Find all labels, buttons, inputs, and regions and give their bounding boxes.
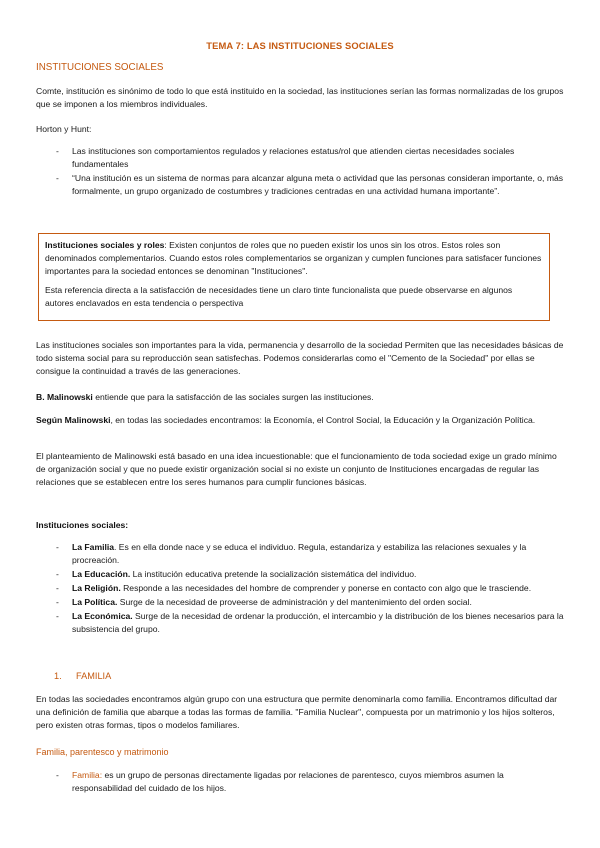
callout-box (38, 233, 550, 321)
list-item: - La Económica. Surge de la necesidad de ordenar la producción, el intercambio y la distribución de los bienes necesarios para la subsistencia del grupo. (56, 611, 564, 634)
definitions-list (36, 145, 564, 199)
dash-marker: - (56, 583, 59, 593)
dash-marker: - (56, 770, 59, 780)
section-heading-familia: 1. FAMILIA (54, 671, 112, 681)
list-item: - La Educación. La institución educativa pretende la socialización sistemática del individuo. (56, 569, 417, 579)
body-paragraph-4: El planteamiento de Malinowski está basado en una idea incuestionable: que el funcionamiento de toda sociedad exige un grado mínimo de organización social y que no puede existir organización social si no existe un conjunto de Instituciones encargadas de regular las relaciones que se establecen entre los seres humanos para cumplir funciones básicas. (36, 451, 557, 487)
body-paragraph-1: Las instituciones sociales son importantes para la vida, permanencia y desarrollo de la sociedad Permiten que las necesidades básicas de todo sistema social para su reproducción sean satisfechas. Podemos considerarlas como el "Cemento de la Sociedad" por ellas se consigue la continuidad a través de las generaciones. (36, 340, 564, 376)
list-item: - “Una institución es un sistema de normas para alcanzar alguna meta o actividad que las personas consideran importante, o, más formalmente, un grupo organizado de costumbres y tradiciones centradas en una actividad humana importante”. (56, 173, 564, 196)
list-item: - La Familia. Es en ella donde nace y se educa el individuo. Regula, estandariza y estabiliza las relaciones sexuales y la procreación. (56, 542, 527, 565)
section-heading-instituciones: INSTITUCIONES SOCIALES (36, 62, 164, 73)
callout-paragraph-1: Instituciones sociales y roles: Existen conjuntos de roles que no pueden existir los unos sin los otros. Estos roles son denominados complementarios. Cuando estos roles complementarios se organizan y cumplen funciones para satisfacer funciones importantes para la sociedad entonces se denominan "Instituciones". (45, 240, 542, 276)
dash-marker: - (56, 611, 59, 621)
list-item: - La Religión. Responde a las necesidades del hombre de comprender y ponerse en contacto con algo que le trasciende. (56, 583, 532, 593)
body-paragraph-3: Según Malinowski, en todas las sociedades encontramos: la Economía, el Control Social, la Educación y la Organización Política. (36, 415, 536, 425)
callout-paragraph-2: Esta referencia directa a la satisfacción de necesidades tiene un claro tinte funcionalista que puede observarse en algunos autores enclavados en esta tendencia o perspectiva (45, 285, 513, 308)
familia-definition-list (36, 769, 564, 796)
institutions-list (36, 541, 564, 637)
page-title: TEMA 7: LAS INSTITUCIONES SOCIALES (206, 40, 394, 51)
subheading-parentesco: Familia, parentesco y matrimonio (36, 747, 169, 757)
list-item: - Las instituciones son comportamientos regulados y relaciones estatus/rol que atienden ciertas necesidades sociales fundamentales (56, 146, 515, 169)
intro-paragraph: Comte, institución es sinónimo de todo lo que está instituido en la sociedad, las instituciones serían las formas normalizadas de los grupos que se imponen a los miembros individuales. (36, 86, 564, 109)
familia-paragraph: En todas las sociedades encontramos algún grupo con una estructura que permite denominarla como familia. Encontramos dificultad dar una definición de familia que abarque a todas las formas de familia. "Familia Nuclear", compuesta por un matrimonio y los hijos solteros, pero existen otras formas, tipos o modelos familiares. (36, 694, 558, 730)
list-item: - Familia: es un grupo de personas directamente ligadas por relaciones de parentesco, cuyos miembros asumen la responsabilidad del cuidado de los hijos. (56, 770, 504, 793)
dash-marker: - (56, 542, 59, 552)
dash-marker: - (56, 597, 59, 607)
list-item: - La Política. Surge de la necesidad de proveerse de administración y del mantenimiento del orden social. (56, 597, 472, 607)
institutions-list-title: Instituciones sociales: (36, 520, 129, 530)
dash-marker: - (56, 173, 59, 183)
body-paragraph-2: B. Malinowski entiende que para la satisfacción de las sociales surgen las instituciones. (36, 392, 374, 402)
author-label: Horton y Hunt: (36, 124, 92, 134)
dash-marker: - (56, 146, 59, 156)
dash-marker: - (56, 569, 59, 579)
